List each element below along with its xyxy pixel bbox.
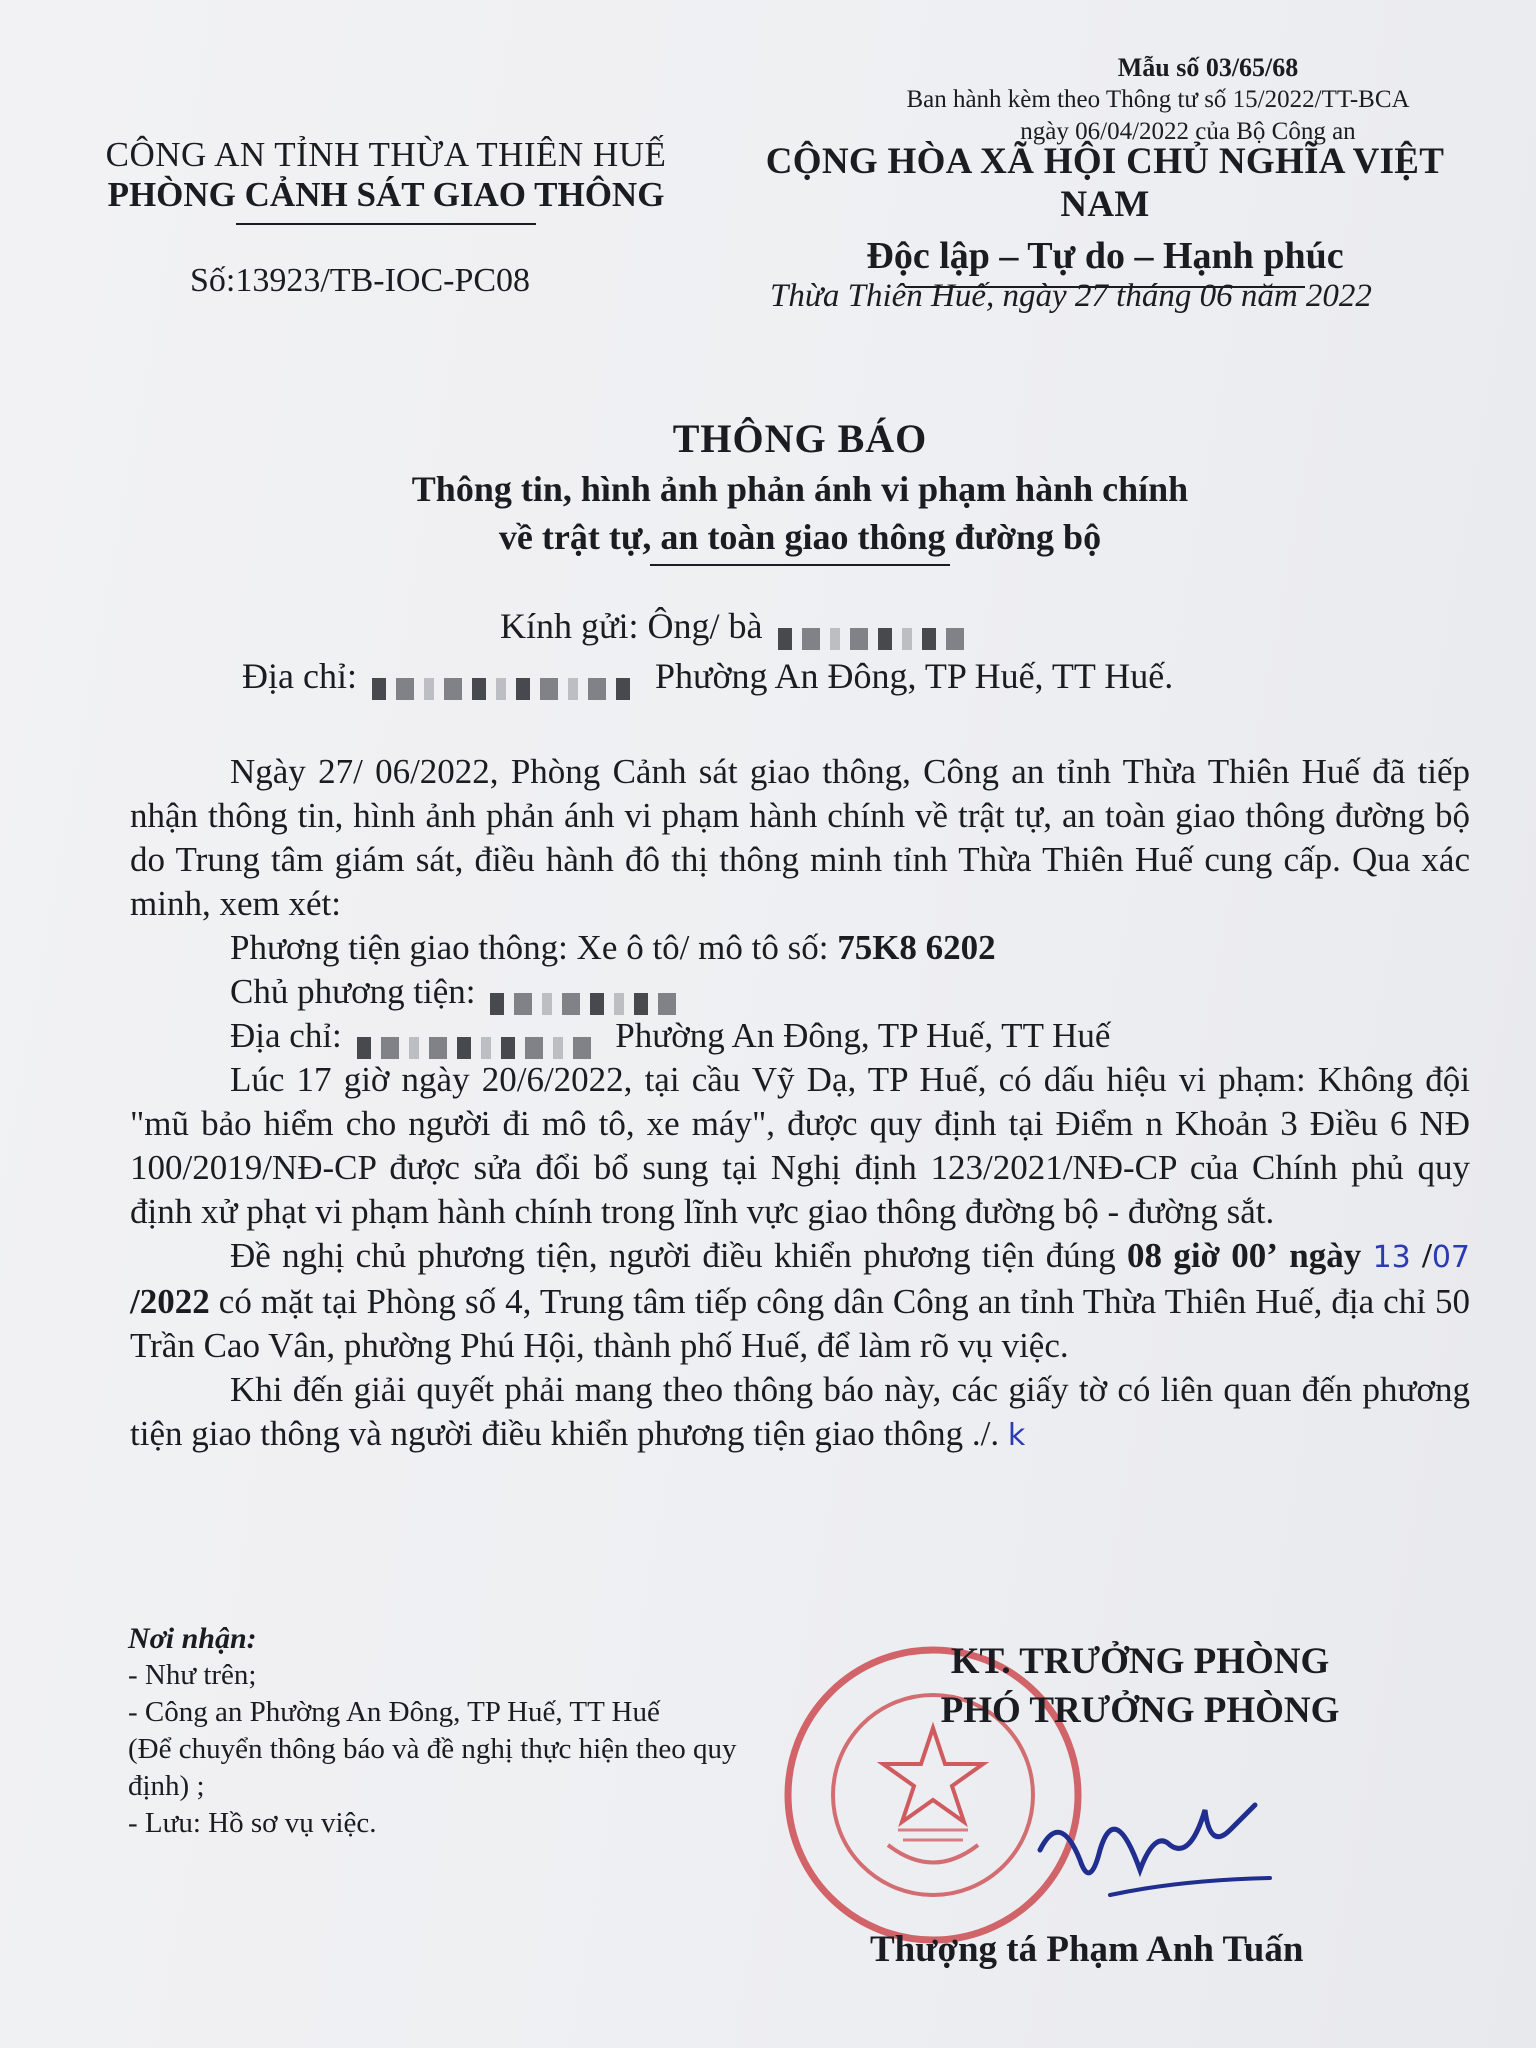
vehicle-label: Phương tiện giao thông: Xe ô tô/ mô tô số: [230,928,829,967]
signature-title-2: PHÓ TRƯỞNG PHÒNG [940,1690,1340,1731]
agency-line2: PHÒNG CẢNH SÁT GIAO THÔNG [107,175,665,214]
doc-subtitle-1: Thông tin, hình ảnh phản ánh vi phạm hành chính [411,469,1189,509]
signer-name: Thượng tá Phạm Anh Tuấn [870,1929,1304,1970]
vehicle-line [130,926,1470,970]
receiver-item: - Như trên; [128,1659,257,1691]
redacted-address [372,667,640,693]
doc-title: THÔNG BÁO [672,416,928,461]
paragraph-2: Lúc 17 giờ ngày 20/6/2022, tại cầu Vỹ Dạ, TP Huế, có dấu hiệu vi phạm: Không đội "mũ bảo hiểm cho người đi mô tô, xe máy", được quy định tại Điểm n Khoản 3 Điều 6 NĐ 100/2019/NĐ-CP được sửa đổi bổ sung tại Nghị định 123/2021/NĐ-CP của Chính phủ quy định xử phạt vi phạm hành chính trong lĩnh vực giao thông đường bộ - đường sắt. [130,1060,1470,1231]
owner-address-line [130,1014,1470,1058]
handwritten-check-mark: k [1007,1418,1026,1453]
paragraph-4 [130,1368,1470,1458]
owner-address-tail: Phường An Đông, TP Huế, TT Huế [615,1016,1111,1055]
vehicle-plate: 75K8 6202 [837,928,996,967]
title-underline [650,564,950,566]
body-text [130,750,1470,1458]
appointment-time: 08 giờ 00’ [1127,1236,1278,1275]
form-issued-line1: Ban hành kèm theo Thông tư số 15/2022/TT-BCA [906,86,1410,113]
form-code: Mẫu số 03/65/68 [1117,53,1299,82]
form-meta [858,52,1458,148]
signature-title-block [860,1640,1420,1732]
receiver-item: - Công an Phường An Đông, TP Huế, TT Huế [128,1696,660,1728]
place-date: Thừa Thiên Huế, ngày 27 tháng 06 năm 2022 [770,278,1372,314]
nation-header [720,140,1490,288]
para3-part-b: có mặt tại Phòng số 4, Trung tâm tiếp công dân Công an tỉnh Thừa Thiên Huế, địa chỉ 50 Trần Cao Vân, phường Phú Hội, thành phố Huế, để làm rõ vụ việc. [130,1282,1470,1365]
redacted-name [778,617,974,643]
appointment-year: /2022 [130,1282,210,1321]
nation-line1: CỘNG HÒA XÃ HỘI CHỦ NGHĨA VIỆT NAM [765,141,1445,225]
paragraph-1: Ngày 27/ 06/2022, Phòng Cảnh sát giao thông, Công an tỉnh Thừa Thiên Huế đã tiếp nhận thông tin, hình ảnh phản ánh vi phạm hành chính về trật tự, an toàn giao thông đường bộ do Trung tâm giám sát, điều hành đô thị thông minh tỉnh Thừa Thiên Huế cung cấp. Qua xác minh, xem xét: [130,752,1470,923]
title-block [200,415,1400,566]
paragraph-3 [130,1234,1470,1368]
recipient-address-tail: Phường An Đông, TP Huế, TT Huế. [654,656,1174,696]
para4-text: Khi đến giải quyết phải mang theo thông báo này, các giấy tờ có liên quan đến phương tiện giao thông và người điều khiển phương tiện giao thông ./. [130,1370,1470,1453]
agency-line1: CÔNG AN TỈNH THỪA THIÊN HUẾ [105,135,667,174]
recipient-greeting: Kính gửi: Ông/ bà [500,606,763,646]
document-number: Số:13923/TB-IOC-PC08 [190,262,531,299]
para3-part-a: Đề nghị chủ phương tiện, người điều khiển phương tiện đúng [230,1236,1116,1275]
agency-header [86,135,686,225]
agency-underline [236,223,536,225]
recipient-address [242,655,1173,697]
owner-label: Chủ phương tiện: [230,972,476,1011]
receivers-header: Nơi nhận: [128,1622,257,1655]
receivers-list [128,1620,748,1842]
handwritten-day: 13 [1372,1240,1411,1275]
owner-line [130,970,1470,1014]
receiver-item: (Để chuyển thông báo và đề nghị thực hiện theo quy định) ; [128,1733,737,1802]
nation-motto: Độc lập – Tự do – Hạnh phúc [866,235,1344,277]
appointment-day-label: ngày [1289,1236,1362,1275]
handwritten-month: 07 [1431,1240,1471,1275]
handwritten-signature [1020,1790,1280,1910]
owner-address-label: Địa chỉ: [230,1016,342,1055]
doc-subtitle-2: về trật tự, an toàn giao thông đường bộ [498,517,1102,557]
date-separator: / [1422,1236,1432,1275]
receiver-item: - Lưu: Hồ sơ vụ việc. [128,1807,377,1839]
form-issued-line2: ngày 06/04/2022 của Bộ Công an [1020,118,1356,145]
recipient-address-label: Địa chỉ: [242,656,357,696]
signature-title-1: KT. TRƯỞNG PHÒNG [950,1641,1330,1682]
redacted-owner-address [357,1026,601,1052]
recipient-line [500,605,980,647]
redacted-owner [490,982,686,1008]
